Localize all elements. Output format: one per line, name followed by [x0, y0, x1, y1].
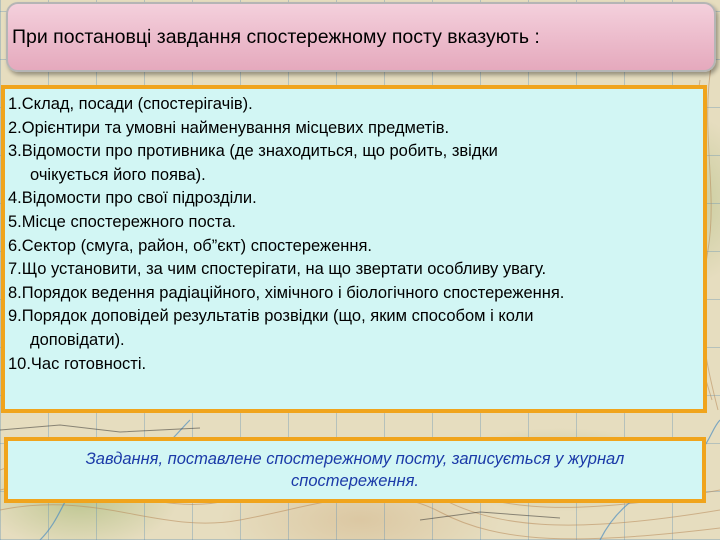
list-item: [8, 211, 703, 235]
list-item-text: 8.Порядок ведення радіаційного, хімічного і біологічного спостереження.: [8, 283, 565, 302]
list-item-text: 1.Склад, посади (спостерігачів).: [8, 95, 253, 113]
list-item: [8, 187, 703, 211]
note-text: Завдання, поставлене спостережному посту, записується у журнал спостереження.: [85, 450, 625, 490]
list-item: [8, 235, 703, 259]
list-item-text: 9.Порядок доповідей результатів розвідки (що, яким способом і коли: [8, 307, 534, 326]
list-item: [8, 353, 703, 377]
list-item-text: 3.Відомости про противника (де знаходиться, що робить, звідки: [8, 142, 498, 161]
list-item-text: 6.Сектор (смуга, район, об”єкт) спостереження.: [8, 236, 372, 255]
list-item: [8, 258, 703, 282]
list-item-text: 7.Що установити, за чим спостерігати, на що звертати особливу увагу.: [8, 260, 547, 279]
list-item: [8, 282, 703, 306]
list-item-text: 2.Орієнтири та умовні найменування місцевих предметів.: [8, 118, 450, 137]
list-item: [8, 305, 703, 352]
task-list: [8, 93, 703, 376]
list-item: [8, 117, 703, 141]
list-item: [8, 93, 703, 117]
list-item-continuation: очікується його поява).: [30, 165, 206, 184]
slide-title-box: [6, 2, 716, 72]
list-item-continuation: доповідати).: [30, 330, 125, 349]
list-item-text: 5.Місце спостережного поста.: [8, 212, 237, 231]
list-item-text: 4.Відомости про свої підрозділи.: [8, 189, 257, 208]
note-panel: [4, 437, 706, 503]
slide-title: При постановці завдання спостережному посту вказують :: [12, 25, 540, 48]
list-item: [8, 140, 703, 187]
list-item-text: 10.Час готовності.: [8, 354, 147, 373]
content-panel: [1, 85, 707, 413]
